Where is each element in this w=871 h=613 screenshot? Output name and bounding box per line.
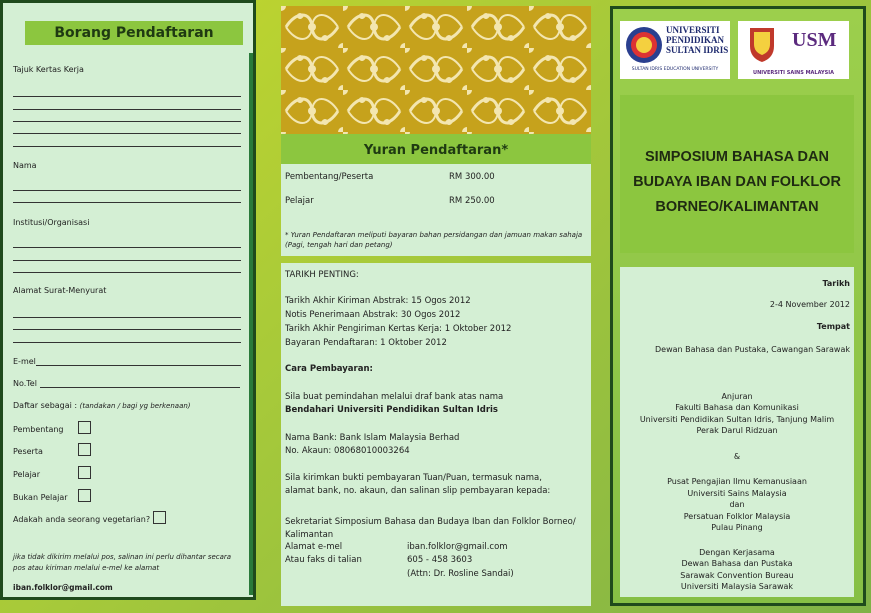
ampersand: & (733, 452, 741, 461)
date-abstract: Tarikh Akhir Kiriman Abstrak: 15 Ogos 2012 (285, 296, 471, 306)
bukan-pelajar-checkbox[interactable] (78, 489, 91, 502)
upsi-logo (620, 21, 730, 79)
label-pembentang: Pembentang (13, 425, 64, 434)
title-line-1: SIMPOSIUM BAHASA DAN (645, 149, 829, 165)
pelajar-checkbox[interactable] (78, 466, 91, 479)
info-box (620, 267, 854, 597)
yuran-row2-value: RM 250.00 (449, 196, 495, 206)
tajuk-line-3[interactable] (13, 121, 241, 122)
label-nama: Nama (13, 161, 37, 170)
nama-line-1[interactable] (13, 190, 241, 191)
label-alamat: Alamat Surat-Menyurat (13, 286, 107, 295)
secretariat-line-1: Sekretariat Simposium Bahasa dan Budaya Iban dan Folklor Borneo/ (285, 517, 576, 527)
yuran-note: * Yuran Pendaftaran meliputi bayaran bahan persidangan dan jamuan makan sahaja (Pagi, tengah hari dan petang) (285, 231, 583, 249)
institusi-line-3[interactable] (13, 272, 241, 273)
payment-line-1: Sila buat pemindahan melalui draf bank atas nama (285, 392, 504, 402)
yuran-row1-value: RM 300.00 (449, 172, 495, 182)
tajuk-line-2[interactable] (13, 109, 241, 110)
kerjasama-1: Dewan Bahasa dan Pustaka (681, 559, 793, 568)
usm-sub: UNIVERSITI SAINS MALAYSIA (753, 70, 834, 76)
institusi-line-1[interactable] (13, 247, 241, 248)
label-emel: E-mel (13, 357, 36, 366)
tajuk-line-4[interactable] (13, 133, 241, 134)
alamat-line-2[interactable] (13, 329, 241, 330)
attn: (Attn: Dr. Rosline Sandai) (407, 569, 514, 579)
tajuk-line-5[interactable] (13, 146, 241, 147)
usm-mark: USM (792, 29, 837, 51)
alamat-line-1[interactable] (13, 317, 241, 318)
title-line-2: BUDAYA IBAN DAN FOLKLOR (633, 174, 841, 190)
label-vegetarian: Adakah anda seorang vegetarian? (13, 515, 151, 524)
tarikh-heading: TARIKH PENTING: (285, 270, 359, 280)
cara-heading: Cara Pembayaran: (285, 364, 373, 374)
notel-field[interactable] (40, 387, 240, 388)
pusat-1: Pusat Pengajian Ilmu Kemanusiaan (667, 477, 807, 486)
secretariat-line-2: Kalimantan (285, 530, 334, 540)
usm-logo (738, 21, 849, 79)
anjuran-1: Fakulti Bahasa dan Komunikasi (675, 403, 799, 412)
email-value[interactable]: iban.folklor@gmail.com (407, 542, 508, 552)
pembentang-checkbox[interactable] (78, 421, 91, 434)
symposium-title (620, 145, 854, 220)
upsi-crest-icon (624, 25, 664, 65)
fax-value: 605 - 458 3603 (407, 555, 473, 565)
tempat-value: Dewan Bahasa dan Pustaka, Cawangan Sarawak (655, 345, 850, 354)
institusi-line-2[interactable] (13, 260, 241, 261)
pusat-5: Pulau Pinang (711, 523, 763, 532)
emel-field[interactable] (36, 365, 241, 366)
fax-label: Atau faks di talian (285, 555, 362, 565)
bank-name: Nama Bank: Bank Islam Malaysia Berhad (285, 433, 460, 443)
label-tajuk: Tajuk Kertas Kerja (13, 65, 84, 74)
form-email: iban.folklor@gmail.com (13, 583, 113, 592)
pusat-2: Universiti Sains Malaysia (687, 489, 787, 498)
upsi-sub: SULTAN IDRIS EDUCATION UNIVERSITY (631, 67, 719, 72)
anjuran-2: Universiti Pendidikan Sultan Idris, Tanjung Malim (639, 415, 835, 424)
label-institusi: Institusi/Organisasi (13, 218, 90, 227)
label-bukan-pelajar: Bukan Pelajar (13, 493, 68, 502)
tarikh-value: 2-4 November 2012 (769, 300, 850, 309)
decorative-bar (249, 53, 253, 595)
upsi-line3: SULTAN IDRIS (666, 45, 729, 55)
date-paper: Tarikh Akhir Pengiriman Kertas Kerja: 1 Oktober 2012 (285, 324, 512, 334)
pusat-4: Persatuan Folklor Malaysia (683, 512, 791, 521)
yuran-panel (281, 164, 591, 256)
tarikh-panel (281, 263, 591, 606)
kerjasama-2: Sarawak Convention Bureau (680, 571, 794, 580)
form-note: jika tidak dikirim melalui pos, salinan ini perlu dihantar secara pos atau kiriman melalui e-mel ke alamat (13, 553, 232, 572)
date-payment: Bayaran Pendaftaran: 1 Oktober 2012 (285, 338, 447, 348)
pattern-graphic (281, 6, 591, 134)
kerjasama-label: Dengan Kerjasama (699, 548, 775, 557)
usm-crest-icon (742, 24, 782, 64)
label-daftar (13, 401, 191, 410)
vegetarian-checkbox[interactable] (153, 511, 166, 524)
kirim-line-1: Sila kirimkan bukti pembayaran Tuan/Puan, termasuk nama, (285, 473, 542, 483)
form-title: Borang Pendaftaran (25, 21, 243, 45)
upsi-line1: UNIVERSITI (666, 25, 720, 35)
title-line-3: BORNEO/KALIMANTAN (655, 199, 819, 215)
yuran-title: Yuran Pendaftaran* (281, 134, 591, 164)
anjuran-3: Perak Darul Ridzuan (696, 426, 778, 435)
daftar-note: (tandakan / bagi yg berkenaan) (79, 402, 191, 410)
kerjasama-3: Universiti Malaysia Sarawak (680, 582, 794, 591)
daftar-text: Daftar sebagai : (13, 401, 78, 410)
label-notel: No.Tel (13, 379, 37, 388)
upsi-line2: PENDIDIKAN (666, 35, 725, 45)
peserta-checkbox[interactable] (78, 443, 91, 456)
yuran-row2-label: Pelajar (285, 196, 314, 206)
tajuk-line-1[interactable] (13, 96, 241, 97)
pusat-3: dan (729, 500, 745, 509)
anjuran-label: Anjuran (721, 392, 753, 401)
decorative-pattern (281, 6, 591, 134)
alamat-line-3[interactable] (13, 342, 241, 343)
title-box (620, 95, 854, 253)
tempat-label: Tempat (816, 322, 850, 331)
yuran-row1-label: Pembentang/Peserta (285, 172, 374, 182)
tarikh-label: Tarikh (822, 279, 850, 288)
label-peserta: Peserta (13, 447, 43, 456)
payment-line-2: Bendahari Universiti Pendidikan Sultan Idris (285, 405, 498, 415)
label-pelajar: Pelajar (13, 470, 40, 479)
date-notice: Notis Penerimaan Abstrak: 30 Ogos 2012 (285, 310, 461, 320)
registration-form-panel (0, 0, 256, 600)
kirim-line-2: alamat bank, no. akaun, dan salinan slip pembayaran kepada: (285, 486, 551, 496)
email-label: Alamat e-mel (285, 542, 343, 552)
account-no: No. Akaun: 08068010003264 (285, 446, 410, 456)
nama-line-2[interactable] (13, 202, 241, 203)
